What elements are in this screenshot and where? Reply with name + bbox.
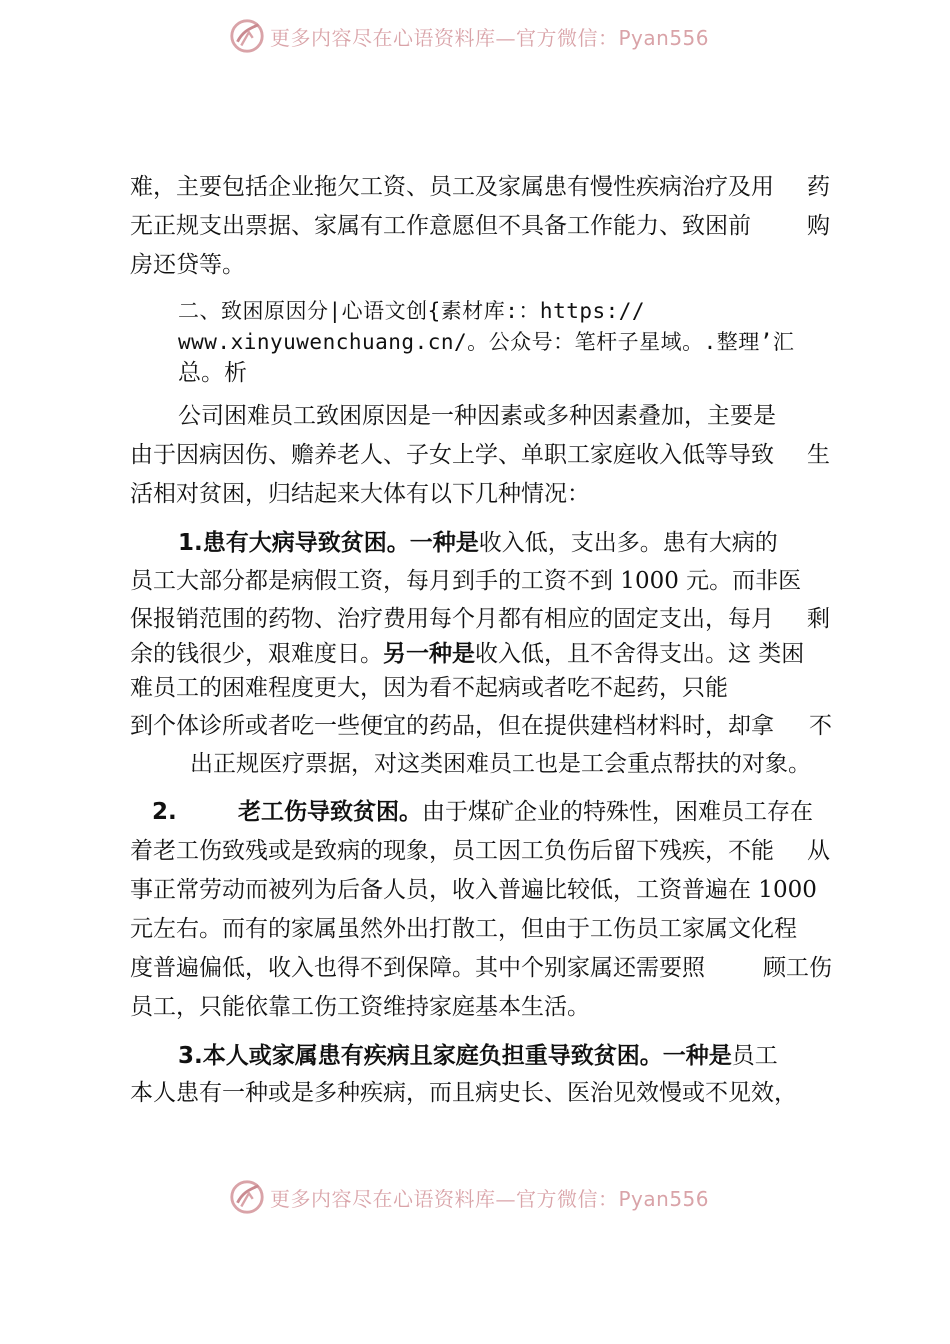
paragraph-line: 员工，只能依靠工伤工资维持家庭基本生活。	[130, 994, 590, 1020]
line-text: 着老工伤致残或是致病的现象，员工因工负伤后留下残疾，不能	[130, 838, 774, 864]
line-text: 剩	[807, 606, 830, 632]
watermark-wechat-id: Pyan556	[618, 1186, 710, 1211]
list-item-2-heading	[238, 797, 813, 827]
line-text: 顾工伤	[763, 955, 832, 981]
brand-logo-icon	[228, 17, 266, 55]
paragraph-line	[130, 211, 830, 241]
line-text: 无正规支出票据、家属有工作意愿但不具备工作能力、致困前	[130, 213, 751, 239]
list-item-1-heading	[178, 528, 778, 558]
line-text: 员工	[731, 1043, 778, 1069]
watermark-wechat-id: Pyan556	[618, 25, 710, 50]
list-item-3-heading	[178, 1041, 778, 1071]
line-text: 从	[807, 838, 830, 864]
paragraph-line: 房还贷等。	[130, 252, 245, 278]
watermark-cn: 更多内容尽在心语资料库—官方微信：	[270, 25, 619, 50]
list-item-2-number	[152, 797, 177, 827]
line-text: 购	[807, 213, 830, 239]
paragraph-line: 元左右。而有的家属虽然外出打散工，但由于工伤员工家属文化程	[130, 916, 797, 942]
bold-text: 另一种是	[383, 641, 475, 667]
section-heading-2: 二、致困原因分|心语文创{素材库:：https://	[178, 299, 646, 323]
paragraph-line	[130, 639, 804, 669]
paragraph-line: 事正常劳动而被列为后备人员，收入普遍比较低，工资普遍在 1000	[130, 877, 817, 903]
paragraph-line	[130, 172, 830, 202]
paragraph-line: 难员工的困难程度更大，因为看不起病或者吃不起药，只能	[130, 675, 728, 701]
line-text: 不	[809, 713, 832, 739]
line-text: 收入低，且不舍得支出。这 类困	[475, 641, 805, 667]
paragraph-line	[130, 604, 830, 634]
bold-text: 1.患有大病导致贫困。一种是	[178, 530, 479, 556]
line-text: 收入低，支出多。患有大病的	[478, 530, 778, 556]
line-text: 余的钱很少，艰难度日。	[130, 641, 383, 667]
section-heading-2-cont: www.xinyuwenchuang.cn/。公众号：笔杆子星域。.整理’汇	[178, 330, 795, 354]
section-heading-2-end: 总。析	[178, 360, 247, 386]
watermark-text	[270, 22, 709, 51]
paragraph-line	[130, 440, 830, 470]
line-text: 由于因病因伤、赡养老人、子女上学、单职工家庭收入低等导致	[130, 442, 774, 468]
watermark-text	[270, 1183, 709, 1212]
paragraph-line: 活相对贫困，归结起来大体有以下几种情况：	[130, 481, 590, 507]
line-text: 度普遍偏低，收入也得不到保障。其中个别家属还需要照	[130, 955, 705, 981]
line-text: 到个体诊所或者吃一些便宜的药品，但在提供建档材料时，却拿	[130, 713, 774, 739]
watermark-header	[228, 16, 788, 56]
paragraph-line	[130, 711, 832, 741]
line-text: 难，主要包括企业拖欠工资、员工及家属患有慢性疾病治疗及用	[130, 174, 774, 200]
paragraph-line: 员工大部分都是病假工资，每月到手的工资不到 1000 元。而非医	[130, 568, 802, 594]
bold-text: 2.	[152, 799, 177, 825]
line-text: 由于煤矿企业的特殊性，困难员工存在	[422, 799, 813, 825]
paragraph-line	[130, 836, 830, 866]
bold-text: 3.本人或家属患有疾病且家庭负担重导致贫困。一种是	[178, 1043, 732, 1069]
line-text: 保报销范围的药物、治疗费用每个月都有相应的固定支出，每月	[130, 606, 774, 632]
paragraph-line: 公司困难员工致困原因是一种因素或多种因素叠加，主要是	[178, 403, 776, 429]
line-text: 药	[807, 174, 830, 200]
watermark-cn: 更多内容尽在心语资料库—官方微信：	[270, 1186, 619, 1211]
paragraph-line	[130, 953, 832, 983]
brand-logo-icon	[228, 1178, 266, 1216]
bold-text: 老工伤导致贫困。	[238, 799, 422, 825]
paragraph-line: 本人患有一种或是多种疾病，而且病史长、医治见效慢或不见效，	[130, 1080, 797, 1106]
line-text: 生	[807, 442, 830, 468]
watermark-footer	[228, 1177, 788, 1217]
paragraph-line: 出正规医疗票据，对这类困难员工也是工会重点帮扶的对象。	[190, 751, 811, 777]
